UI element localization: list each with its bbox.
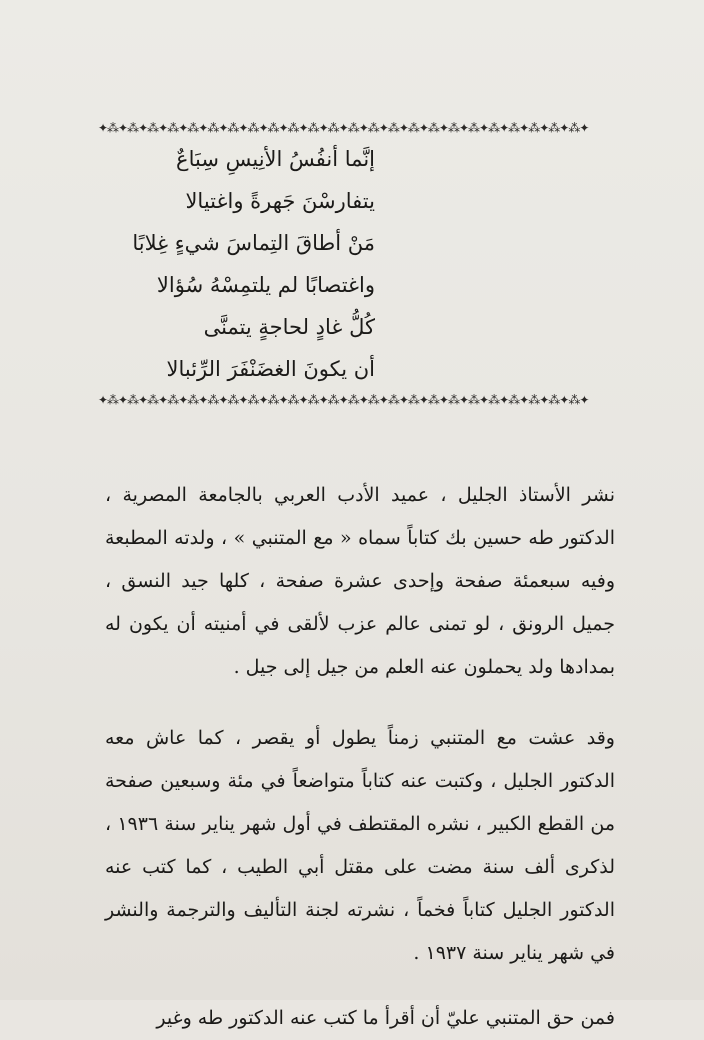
poem-line: أن يكونَ الغضَنْفَرَ الرِّئبالا <box>166 357 375 381</box>
paragraph: وقد عشت مع المتنبي زمناً يطول أو يقصر ، كما عاش معه الدكتور الجليل ، وكتبت عنه كتاباً متواضعاً في مئة وسبعين صفحة من القطع الكبير ، نشره المقتطف في أول شهر يناير سنة ١٩٣٦ ، لذكرى ألف سنة مضت على مقتل أبي الطيب ، كما كتب عنه الدكتور الجليل كتاباً فخماً ، نشرته لجنة التأليف والترجمة والنشر في شهر يناير سنة ١٩٣٧ . <box>105 727 616 964</box>
ornament-border-bottom: ✦⁂✦⁂✦⁂✦⁂✦⁂✦⁂✦⁂✦⁂✦⁂✦⁂✦⁂✦⁂✦⁂✦⁂✦⁂✦⁂✦⁂✦⁂✦⁂✦⁂✦⁂✦⁂✦⁂✦⁂✦ <box>98 393 589 407</box>
poem-line: إنَّما أنفُسُ الأنِيسِ سِبَاعٌ <box>176 147 375 171</box>
poem-line: كُلُّ غادٍ لحاجةٍ يتمنَّى <box>203 315 375 339</box>
poem-line: يتفارسْنَ جَهرةً واغتيالا <box>185 189 375 213</box>
paragraph: فمن حق المتنبي عليّ أن أقرأ ما كتب عنه الدكتور طه وغير <box>156 1007 615 1029</box>
poem-line: واغتصابًا لم يلتمِسْهُ سُؤالا <box>156 273 375 297</box>
paragraph: نشر الأستاذ الجليل ، عميد الأدب العربي بالجامعة المصرية ، الدكتور طه حسين بك كتاباً سماه « مع المتنبي » ، ولدته المطبعة وفيه سبعمئة صفحة وإحدى عشرة صفحة ، كلها جيد النسق ، جميل الرونق ، لو تمنى عالم عزب لألقى في أمنيته أن يكون له بمدادها ولد يحملون عنه العلم من جيل إلى جيل . <box>105 484 615 678</box>
prose-body <box>105 474 615 1040</box>
ornament-border-top: ✦⁂✦⁂✦⁂✦⁂✦⁂✦⁂✦⁂✦⁂✦⁂✦⁂✦⁂✦⁂✦⁂✦⁂✦⁂✦⁂✦⁂✦⁂✦⁂✦⁂✦⁂✦⁂✦⁂✦⁂✦ <box>98 121 589 135</box>
poem-block <box>132 138 375 390</box>
poem-line: مَنْ أطاقَ التِماسَ شيءٍ غِلابًا <box>132 231 375 255</box>
